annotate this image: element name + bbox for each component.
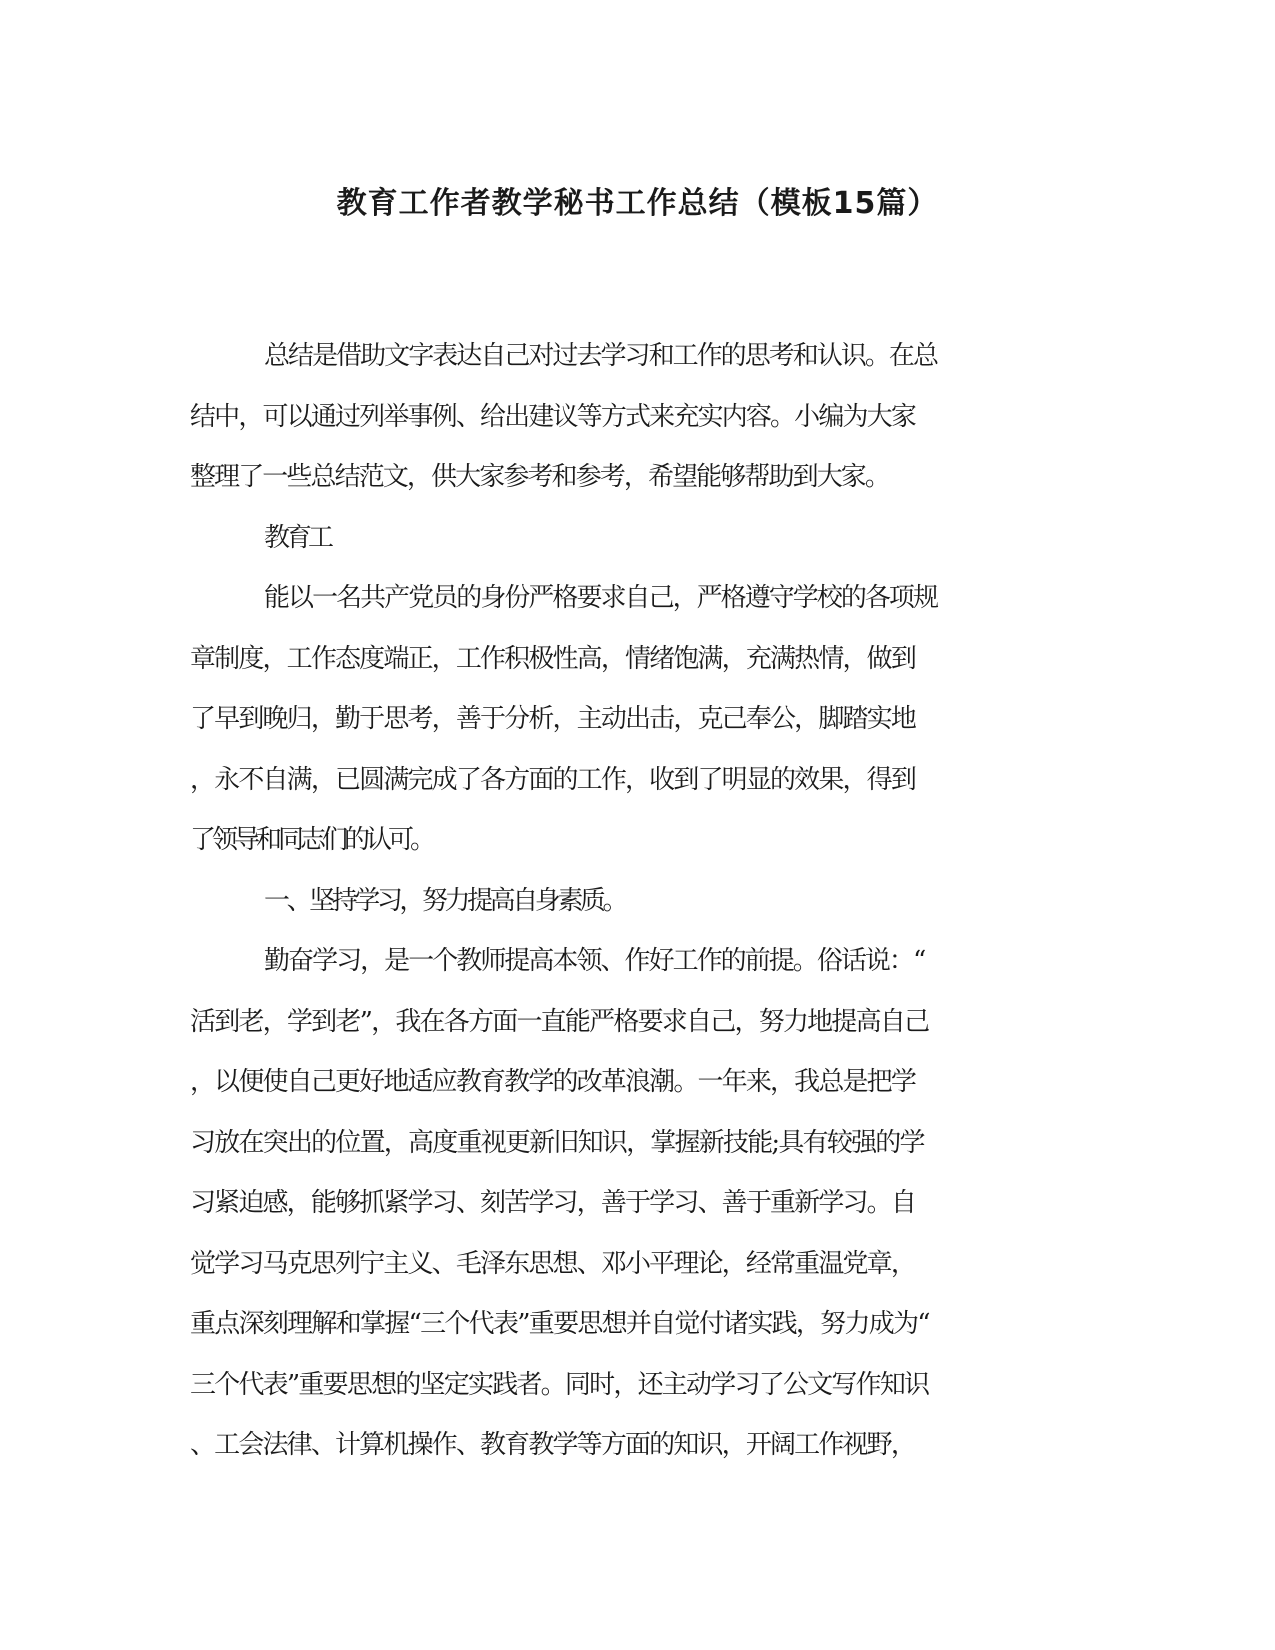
- text-line: 习放在突出的位置，高度重视更新旧知识，掌握新技能;具有较强的学: [190, 1127, 924, 1158]
- text-line: 教育工: [264, 522, 331, 553]
- text-line: 结中，可以通过列举事例、给出建议等方式来充实内容。小编为大家: [190, 401, 916, 432]
- text-line: 总结是借助文字表达自己对过去学习和工作的思考和认识。在总: [264, 341, 938, 371]
- text-line: 章制度，工作态度端正，工作积极性高，情绪饱满，充满热情，做到: [190, 643, 916, 674]
- text-line: 整理了一些总结范文，供大家参考和参考，希望能够帮助到大家。: [190, 462, 890, 492]
- text-line: 三个代表”重要思想的坚定实践者。同时，还主动学习了公文写作知识: [190, 1369, 929, 1400]
- text-line: 能以一名共产党员的身份严格要求自己，严格遵守学校的各项规: [264, 583, 938, 613]
- text-line: ，以便使自己更好地适应教育教学的改革浪潮。一年来，我总是把学: [190, 1067, 916, 1097]
- text-line: 活到老，学到老”，我在各方面一直能严格要求自己，努力地提高自己: [190, 1006, 929, 1037]
- document-body: [190, 326, 1090, 1476]
- text-line: 、工会法律、计算机操作、教育教学等方面的知识，开阔工作视野，: [190, 1430, 916, 1460]
- document-title: 教育工作者教学秘书工作总结（模板15篇）: [336, 186, 939, 221]
- text-line: 重点深刻理解和掌握“三个代表”重要思想并自觉付诸实践，努力成为“: [190, 1309, 929, 1339]
- text-line: 了领导和同志们的认可。: [190, 825, 433, 855]
- text-line: 觉学习马克思列宁主义、毛泽东思想、邓小平理论，经常重温党章，: [190, 1248, 916, 1279]
- text-line: 勤奋学习，是一个教师提高本领、作好工作的前提。俗话说：“: [264, 946, 925, 976]
- text-line: ，永不自满，已圆满完成了各方面的工作，收到了明显的效果，得到: [190, 764, 916, 795]
- text-line: 了早到晚归，勤于思考，善于分析，主动出击，克己奉公，脚踏实地: [190, 704, 916, 734]
- text-line: 习紧迫感，能够抓紧学习、刻苦学习，善于学习、善于重新学习。自: [190, 1188, 916, 1218]
- text-line: 一、坚持学习，努力提高自身素质。: [264, 885, 626, 916]
